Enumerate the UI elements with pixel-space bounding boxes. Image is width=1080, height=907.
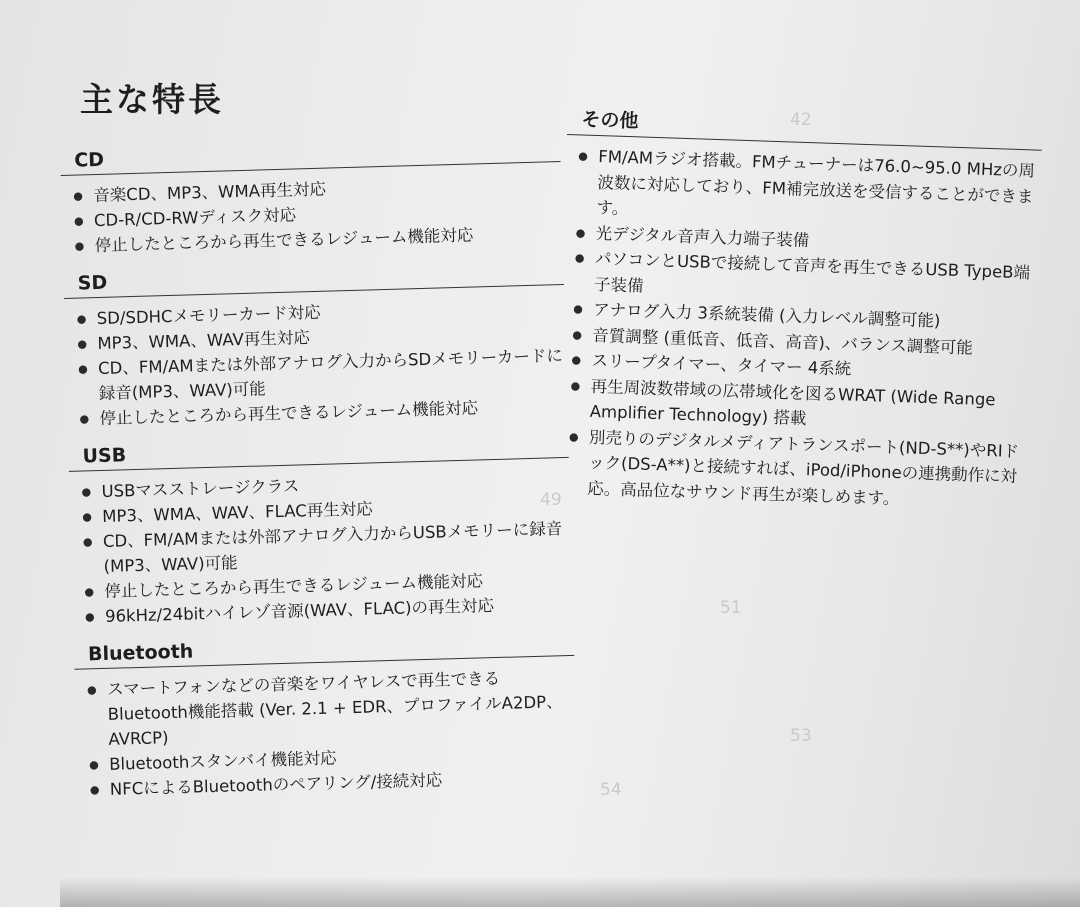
section-bluetooth xyxy=(74,630,578,803)
list-item: ● SD/SDHCメモリーカード対応 xyxy=(76,293,565,332)
list-item: ● 音楽CD、MP3、WMA再生対応 xyxy=(73,170,562,209)
page-edge-shadow xyxy=(60,877,1080,907)
list-item: ● NFCによるBluetoothのペアリング/接続対応 xyxy=(90,764,579,803)
list-item: ● CD、FM/AMまたは外部アナログ入力からSDメモリーカードに録音(MP3、WAV)可能 xyxy=(78,343,567,407)
feature-list xyxy=(61,170,563,259)
list-item: ● スマートフォンなどの音楽をワイヤレスで再生できるBluetooth機能搭載 (Ver. 2.1 + EDR、プロファイルA2DP、AVRCP) xyxy=(87,664,577,753)
list-item: ● 停止したところから再生できるレジューム機能対応 xyxy=(74,220,563,259)
section-heading: Bluetooth xyxy=(74,630,575,670)
list-item: ● 96kHz/24bitハイレゾ音源(WAV、FLAC)の再生対応 xyxy=(85,591,574,630)
section-heading: USB xyxy=(68,432,569,472)
list-item: ● 別売りのデジタルメディアトランスポート(ND-S**)やRIドック(DS-A**)と接続すれば、iPod/iPhoneの連携動作に対応。高品位なサウンド再生が楽しめます。 xyxy=(567,424,1032,516)
list-item: ● 再生周波数帯域の広帯域化を図るWRAT (Wide Range Amplifier Technology) 搭載 xyxy=(569,373,1033,439)
section-other xyxy=(555,104,1043,516)
list-item: ● アナログ入力 3系統装備 (入力レベル調整可能) xyxy=(573,296,1037,337)
section-cd xyxy=(60,136,563,259)
left-column xyxy=(60,136,578,817)
list-item: ● 光デジタル音声入力端子装備 xyxy=(575,220,1039,261)
list-item: ● スリープタイマー、タイマー 4系統 xyxy=(571,347,1035,388)
feature-list xyxy=(64,293,567,432)
feature-list xyxy=(555,143,1042,516)
list-item: ● 停止したところから再生できるレジューム機能対応 xyxy=(79,393,568,432)
list-item: ● Bluetoothスタンバイ機能対応 xyxy=(89,739,578,778)
list-item: ● CD、FM/AMまたは外部アナログ入力からUSBメモリーに録音(MP3、WAV)可能 xyxy=(83,516,572,580)
show-through-mark: 49 xyxy=(540,490,562,510)
list-item: ● MP3、WMA、WAV再生対応 xyxy=(77,318,566,357)
list-item: ● CD-R/CD-RWディスク対応 xyxy=(74,195,563,234)
show-through-mark: 51 xyxy=(720,598,742,618)
section-sd xyxy=(63,259,567,432)
feature-list xyxy=(75,664,578,803)
list-item: ● パソコンとUSBで接続して音声を再生できるUSB TypeB端子装備 xyxy=(574,245,1038,311)
section-usb xyxy=(68,432,573,630)
show-through-mark: 42 xyxy=(790,110,812,130)
section-heading: その他 xyxy=(567,104,1043,151)
show-through-mark: 54 xyxy=(600,780,622,800)
feature-list xyxy=(69,466,573,630)
list-item: ● 停止したところから再生できるレジューム機能対応 xyxy=(84,566,573,605)
list-item: ● MP3、WMA、WAV、FLAC再生対応 xyxy=(82,491,571,530)
section-heading: CD xyxy=(60,136,561,176)
page-title: 主な特長 xyxy=(80,80,224,119)
right-column xyxy=(554,104,1042,530)
list-item: ● FM/AMラジオ搭載。FMチューナーは76.0~95.0 MHzの周波数に対応しており、FM補完放送を受信することができます。 xyxy=(576,143,1041,235)
list-item: ● 音質調整 (重低音、低音、高音)、バランス調整可能 xyxy=(572,322,1036,363)
show-through-mark: 53 xyxy=(790,726,812,746)
section-heading: SD xyxy=(63,259,564,299)
list-item: ● USBマスストレージクラス xyxy=(81,466,570,505)
